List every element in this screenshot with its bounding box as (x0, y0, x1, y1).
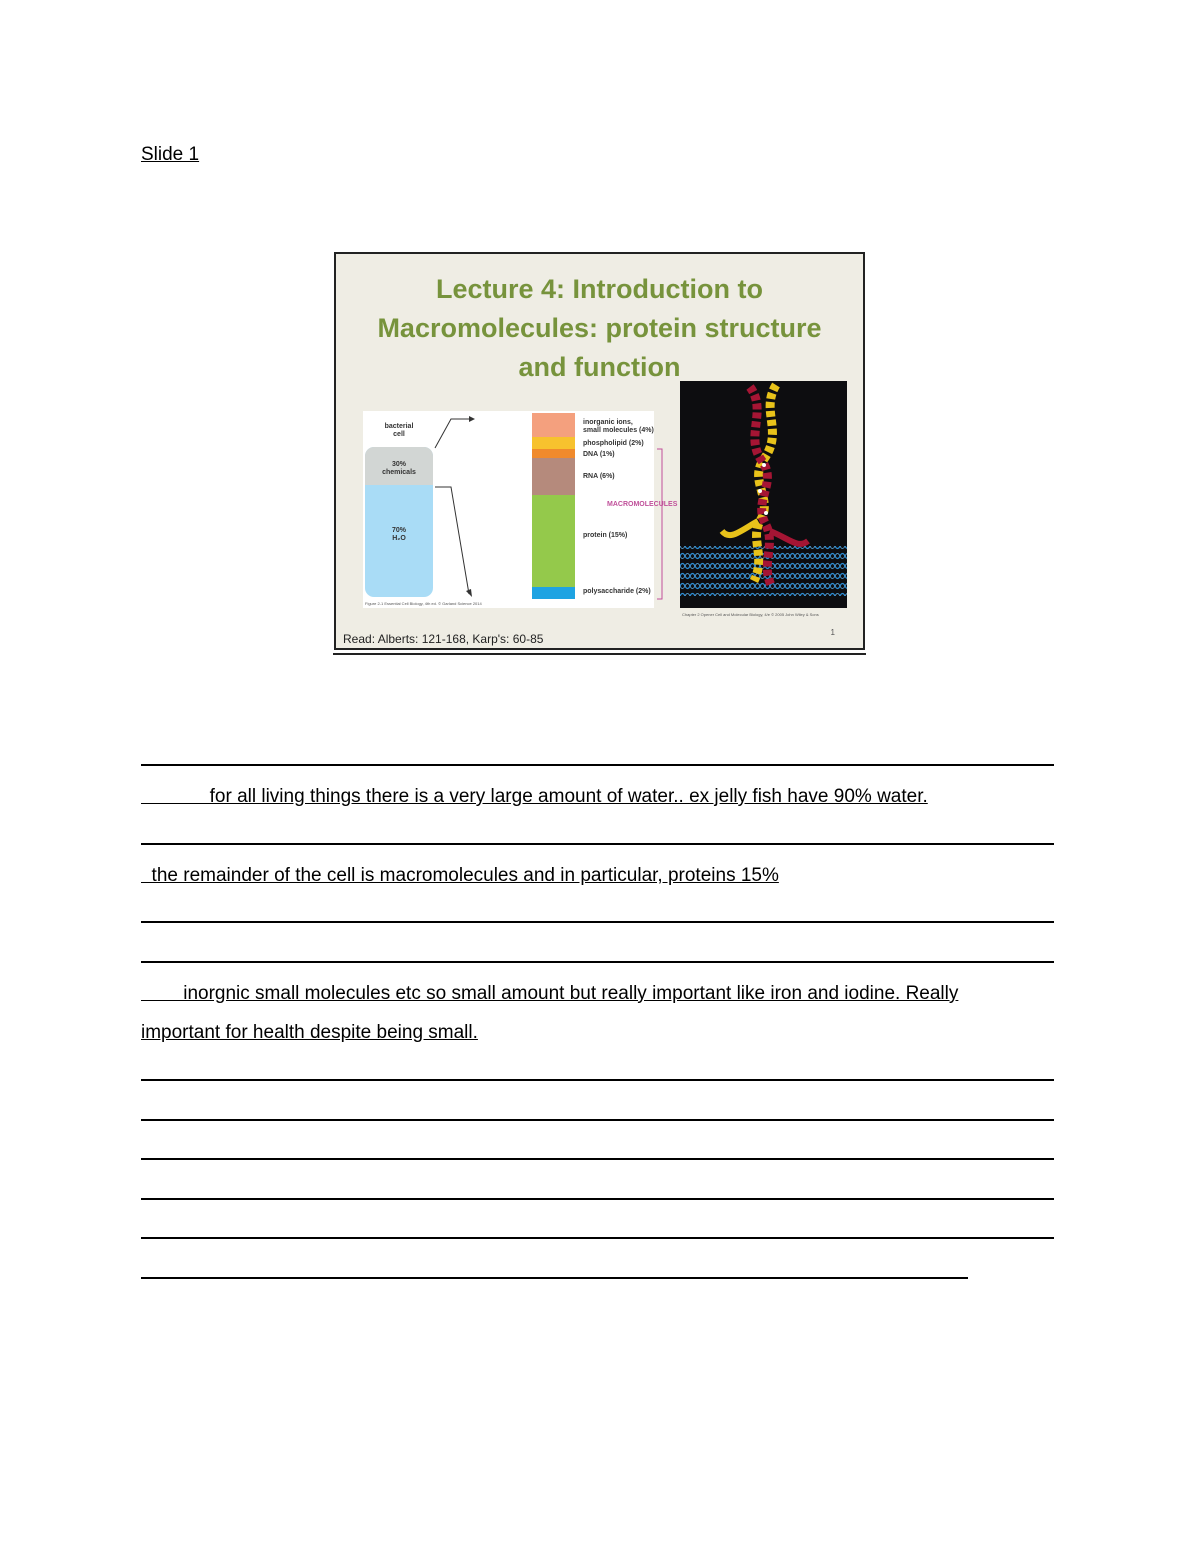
chemicals-text: chemicals (382, 469, 416, 476)
label-rna: RNA (6%) (583, 473, 615, 480)
note-rule-3 (141, 921, 1054, 923)
note-rule-4 (141, 961, 1054, 963)
slide-title-line-3: and function (518, 352, 681, 382)
note-line-2: the remainder of the cell is macromolecules and in particular, proteins 15% (141, 865, 779, 886)
lecture-slide (334, 252, 865, 650)
water-text: H₂O (392, 535, 406, 542)
macromolecules-bracket (657, 449, 671, 599)
chemicals-label (371, 461, 427, 477)
slide-title-line-1: Lecture 4: Introduction to (436, 274, 763, 304)
note-rule-9 (141, 1237, 1054, 1239)
label-polysaccharide: polysaccharide (2%) (583, 588, 651, 595)
label-inorganic-line-1: inorganic ions, (583, 419, 633, 426)
note-line-1: for all living things there is a very large amount of water.. ex jelly fish have 90% water. (141, 786, 928, 807)
cell-label-line-2: cell (393, 431, 405, 438)
connector-lines (433, 411, 533, 608)
slide-label: Slide 1 (141, 144, 200, 165)
reading-assignment: Read: Alberts: 121-168, Karp's: 60-85 (343, 632, 544, 646)
chemicals-percent: 30% (391, 461, 406, 468)
cell-composition-diagram (363, 411, 678, 608)
component-dna (532, 449, 575, 458)
note-rule-2 (141, 843, 1054, 845)
note-rule-5 (141, 1079, 1054, 1081)
water-percent: 70% (391, 527, 406, 534)
label-protein: protein (15%) (583, 532, 628, 539)
cell-label-line-1: bacterial (384, 423, 414, 430)
label-phospholipid: phospholipid (2%) (583, 440, 644, 447)
figure-credit: Figure 2-1 Essential Cell Biology, 4th ed. © Garland Science 2014 (365, 601, 482, 606)
slide-page-number: 1 (830, 628, 835, 637)
slide-underline (333, 653, 866, 655)
component-protein (532, 495, 575, 587)
note-rule-1 (141, 764, 1054, 766)
note-rule-7 (141, 1158, 1054, 1160)
note-rule-8 (141, 1198, 1054, 1200)
label-inorganic (583, 419, 654, 435)
label-inorganic-line-2: small molecules (4%) (583, 427, 654, 434)
component-rna (532, 458, 575, 495)
protein-structure-image (680, 381, 847, 608)
note-line-4: important for health despite being small. (141, 1022, 478, 1043)
component-polysaccharide (532, 587, 575, 599)
water-label (371, 527, 427, 543)
note-rule-6 (141, 1119, 1054, 1121)
image-caption: Chapter 2 Opener Cell and Molecular Biology, 4/e © 2005 John Wiley & Sons (682, 612, 819, 617)
macromolecules-label: MACROMOLECULES (607, 501, 678, 508)
slide-title-line-2: Macromolecules: protein structure (377, 313, 822, 343)
component-phospholipid (532, 437, 575, 449)
note-line-3: inorgnic small molecules etc so small amount but really important like iron and iodine. Really (141, 983, 959, 1004)
component-inorganic (532, 413, 575, 437)
protein-helix-graphic (680, 381, 847, 608)
cell-label (371, 423, 427, 439)
note-rule-10 (141, 1277, 968, 1279)
slide-title (336, 270, 863, 387)
label-dna: DNA (1%) (583, 451, 615, 458)
